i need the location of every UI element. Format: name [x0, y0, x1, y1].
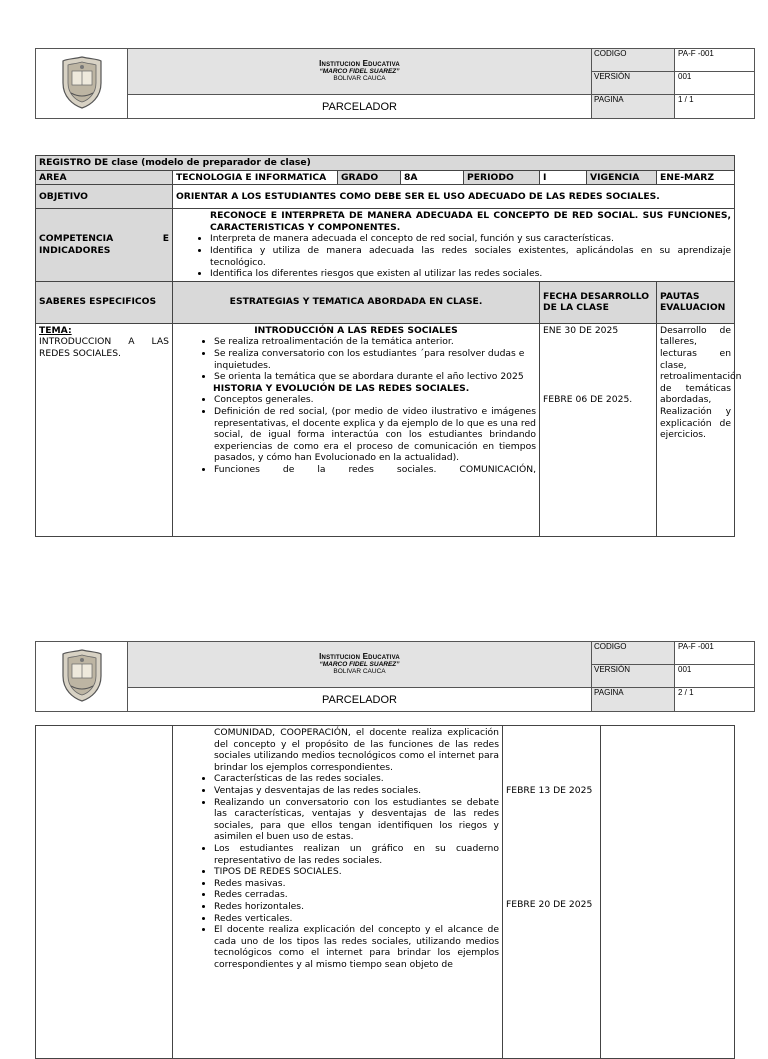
fecha-1: ENE 30 DE 2025 [543, 324, 619, 336]
intro-title: INTRODUCCIÓN A LAS REDES SOCIALES [254, 324, 458, 336]
indicadores-list [176, 233, 731, 279]
code-value: PA-F -001 [675, 642, 755, 665]
version-label: VERSIÓN [592, 72, 675, 95]
area-row [36, 170, 735, 185]
area-value: TECNOLOGIA E INFORMATICA [173, 170, 338, 185]
periodo-label: PERIODO [464, 170, 540, 185]
estrategias-cell [173, 726, 503, 1059]
grado-label: GRADO [338, 170, 401, 185]
competencia-row [36, 209, 735, 282]
school-name: “MARCO FIDEL SUAREZ” [319, 660, 400, 668]
saberes-cell [36, 726, 173, 1059]
grado-value: 8A [401, 170, 464, 185]
code-label: CODIGO [592, 49, 675, 72]
tema-label: TEMA: [39, 324, 72, 336]
institution-cell [128, 49, 592, 95]
pautas-cell [601, 726, 735, 1059]
historia-title: HISTORIA Y EVOLUCIÓN DE LAS REDES SOCIALES. [213, 382, 470, 394]
list-item: • Identifica los diferentes riesgos que existen al utilizar las redes sociales. [210, 268, 731, 280]
competencia-label: COMPETENCIA E INDICADORES [36, 209, 173, 282]
school-town: BOLIVAR CAUCA [333, 667, 386, 675]
list-item: • Realizando un conversatorio con los estudiantes se debate las características, ventajas y desventajas de las redes sociales, para que ellos tengan identifiquen los riegos y asimilen el buen uso de estas. [214, 797, 499, 843]
fecha-2: FEBRE 06 DE 2025. [543, 394, 633, 406]
tipos-list [176, 866, 499, 970]
saberes-cell [36, 323, 173, 536]
document-header-page-2 [35, 641, 755, 712]
col-estrategias: ESTRATEGIAS Y TEMATICA ABORDADA EN CLASE. [173, 281, 540, 323]
document-type: PARCELADOR [128, 95, 592, 119]
vigencia-label: VIGENCIA [587, 170, 657, 185]
objetivo-label: OBJETIVO [36, 185, 173, 209]
school-shield-crest-icon [61, 648, 103, 702]
list-item: • Redes horizontales. [214, 901, 499, 913]
list-item: • Interpreta de manera adecuada el concepto de red social, función y sus características. [210, 233, 731, 245]
school-town: BOLIVAR CAUCA [333, 74, 386, 82]
vigencia-value: ENE-MARZ [657, 170, 735, 185]
logo-cell [36, 49, 128, 119]
list-item: • Ventajas y desventajas de las redes sociales. [214, 785, 499, 797]
content-row-continued [36, 726, 735, 1059]
list-item: • Definición de red social, (por medio de video ilustrativo e imágenes representativas, el docente explica y da ejemplo de lo que es una red social, de igual forma interactúa con los estudiantes brindando experiencias de como era el proceso de comunicación en tiempos pasados, y cómo han Evolucionado en la actualidad). [214, 406, 536, 464]
competencia-cell [173, 209, 735, 282]
area-label: AREA [36, 170, 173, 185]
institution-cell [128, 642, 592, 688]
page-label: PAGINA [592, 688, 675, 712]
institution-name: Institucion Educativa [319, 59, 400, 69]
logo-cell [36, 642, 128, 712]
list-item: • Identifica y utiliza de manera adecuada las redes sociales existentes, aplicándolas en su aprendizaje tecnológico. [210, 245, 731, 268]
periodo-value: I [540, 170, 587, 185]
fecha-cell [503, 726, 601, 1059]
list-item: • El docente realiza explicación del concepto y el alcance de cada uno de los tipos las redes sociales, utilizando medios tecnológicos como el internet para brindar los ejemplos correspondientes y al mismo tiempo sean objeto de [214, 924, 499, 970]
competencia-text: RECONOCE E INTERPRETA DE MANERA ADECUADA EL CONCEPTO DE RED SOCIAL. SUS FUNCIONES, CARACTERISTICAS Y COMPONENTES. [210, 210, 732, 233]
estrategias-cell [173, 323, 540, 536]
list-item: • Redes masivas. [214, 878, 499, 890]
list-item: • Redes verticales. [214, 913, 499, 925]
list-item: • Se realiza retroalimentación de la temática anterior. [214, 336, 536, 348]
version-label: VERSIÓN [592, 665, 675, 688]
continued-text: COMUNIDAD, COOPERACIÓN, el docente realiza explicación del concepto y el propósito de las funciones de las redes sociales utilizando medios tecnológicos como el internet para brindar los ejemplos correspondientes. [214, 727, 499, 773]
list-item: • TIPOS DE REDES SOCIALES. [214, 866, 499, 878]
list-item: • Redes cerradas. [214, 889, 499, 901]
content-row [36, 323, 735, 536]
page-number: 1 / 1 [675, 95, 755, 119]
objetivo-row [36, 185, 735, 209]
class-register-table-continued [35, 725, 735, 1059]
document-header [35, 48, 755, 119]
list-item: • Características de las redes sociales. [214, 773, 499, 785]
page-number: 2 / 1 [675, 688, 755, 712]
list-item: • Se realiza conversatorio con los estudiantes ´para resolver dudas e inquietudes. [214, 348, 536, 371]
school-name: “MARCO FIDEL SUAREZ” [319, 67, 400, 75]
list-item: • Funciones de la redes sociales. COMUNICACIÓN, [214, 464, 536, 476]
school-shield-crest-icon [61, 55, 103, 109]
intro-list [176, 336, 536, 382]
col-fecha: FECHA DESARROLLO DE LA CLASE [540, 281, 657, 323]
col-saberes: SABERES ESPECIFICOS [36, 281, 173, 323]
register-title: REGISTRO DE clase (modelo de preparador de clase) [36, 156, 735, 171]
tema-value: INTRODUCCION A LAS REDES SOCIALES. [39, 336, 169, 359]
version-value: 001 [675, 665, 755, 688]
fecha-cell [540, 323, 657, 536]
column-header-row [36, 281, 735, 323]
page-label: PAGINA [592, 95, 675, 119]
caracteristicas-list [176, 773, 499, 866]
fecha-3: FEBRE 13 DE 2025 [506, 785, 593, 796]
document-type: PARCELADOR [128, 688, 592, 712]
register-title-row [36, 156, 735, 171]
pautas-cell: Desarrollo de talleres, lecturas en clase, retroalimentación de temáticas abordadas, Realización y explicación de ejercicios. [657, 323, 735, 536]
class-register-table [35, 155, 742, 537]
fecha-4: FEBRE 20 DE 2025 [506, 898, 593, 910]
institution-name: Institucion Educativa [319, 652, 400, 662]
list-item: • Conceptos generales. [214, 394, 536, 406]
code-label: CODIGO [592, 642, 675, 665]
objetivo-value: ORIENTAR A LOS ESTUDIANTES COMO DEBE SER EL USO ADECUADO DE LAS REDES SOCIALES. [173, 185, 735, 209]
col-pautas: PAUTAS EVALUACION [657, 281, 735, 323]
list-item: • Los estudiantes realizan un gráfico en su cuaderno representativo de las redes sociales. [214, 843, 499, 866]
list-item: • Se orienta la temática que se abordara durante el año lectivo 2025 [214, 371, 536, 383]
historia-list [176, 394, 536, 475]
version-value: 001 [675, 72, 755, 95]
code-value: PA-F -001 [675, 49, 755, 72]
